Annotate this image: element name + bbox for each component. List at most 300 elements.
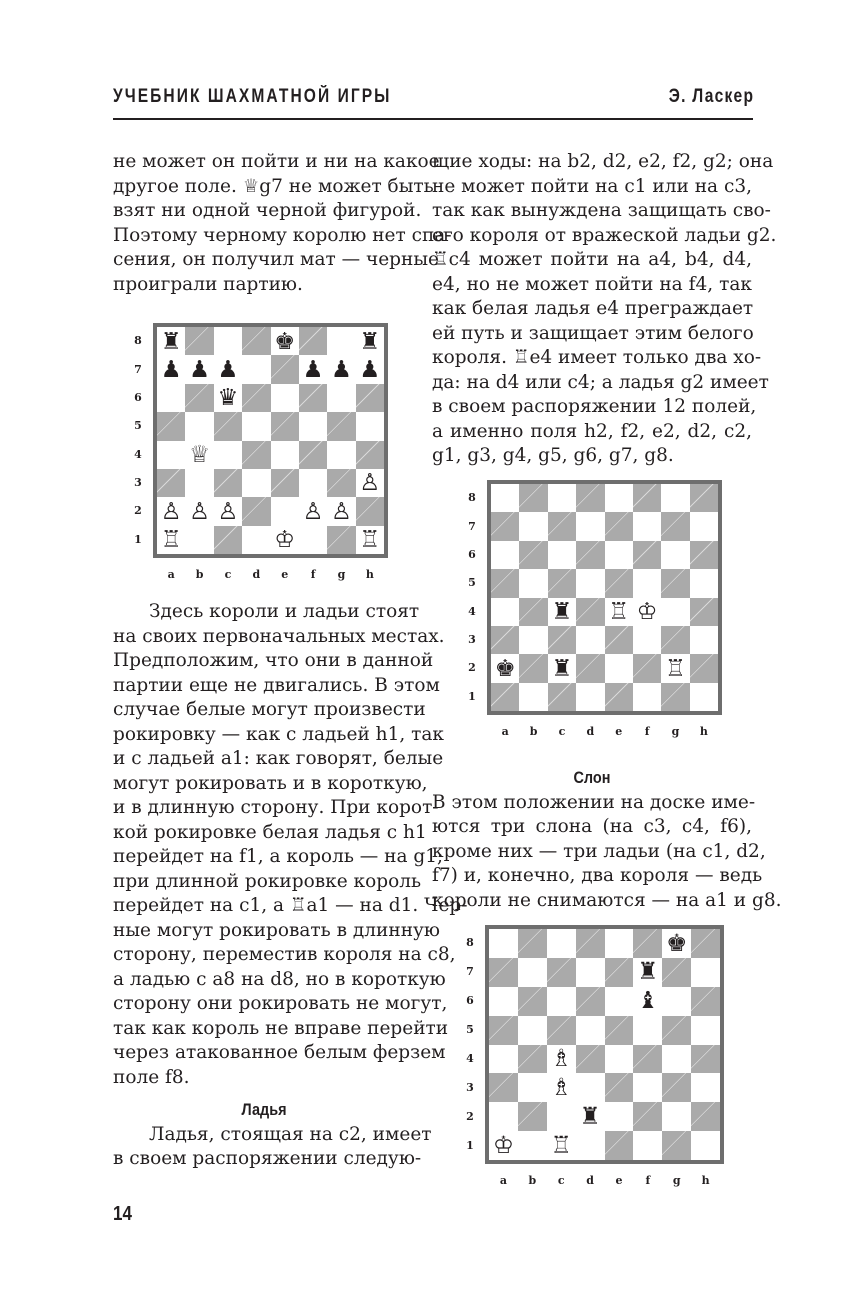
piece-e1: ♔: [271, 526, 299, 554]
file-label: e: [281, 568, 289, 581]
square-g1: [661, 683, 689, 711]
square-c7: [547, 958, 576, 987]
running-header-title: УЧЕБНИК ШАХМАТНОЙ ИГРЫ: [113, 86, 392, 107]
file-label: g: [672, 1174, 681, 1187]
file-label: c: [224, 568, 232, 581]
rank-label: 3: [134, 476, 142, 490]
text-line: так как король не вправе перейти: [113, 1017, 449, 1039]
square-f8: [633, 484, 661, 512]
square-d8: [576, 484, 604, 512]
square-f1: [299, 526, 327, 554]
square-c2: [547, 1102, 576, 1131]
piece-f7: ♜: [633, 958, 662, 987]
square-e4: [605, 1045, 634, 1074]
square-a5: [157, 412, 185, 440]
header-rule: [113, 118, 753, 120]
rank-label: 6: [466, 994, 474, 1008]
square-c5: [214, 412, 242, 440]
piece-h1: ♖: [356, 526, 384, 554]
file-label: f: [645, 1174, 651, 1187]
square-b4: [518, 1045, 547, 1074]
rank-label: 8: [468, 491, 476, 505]
square-d8: [576, 929, 605, 958]
square-a3: [491, 626, 519, 654]
square-a3: [157, 469, 185, 497]
piece-h8: ♜: [356, 327, 384, 355]
rank-label: 4: [468, 604, 476, 618]
square-a4: [157, 441, 185, 469]
square-a6: [489, 987, 518, 1016]
text-line: и с ладьей a1: как говорят, белые: [113, 748, 444, 769]
square-d2: [242, 497, 270, 525]
square-f1: [633, 683, 661, 711]
square-c8: [548, 484, 576, 512]
square-g7: [661, 512, 689, 540]
square-a5: [489, 1016, 518, 1045]
square-e3: [605, 626, 633, 654]
square-e1: [605, 1131, 634, 1160]
left-paragraph-2: [113, 600, 468, 1090]
text-line: короля. ♖e4 имеет только два хо-: [432, 347, 762, 368]
square-d4: [576, 598, 604, 626]
square-c4: [214, 441, 242, 469]
square-d5: [576, 569, 604, 597]
piece-h7: ♟: [356, 355, 384, 383]
text-line: а ладью с a8 на d8, но в короткую: [113, 968, 446, 990]
square-d6: [242, 384, 270, 412]
square-e6: [605, 987, 634, 1016]
file-label: b: [528, 1174, 537, 1187]
square-b3: [519, 626, 547, 654]
square-d3: [576, 1073, 605, 1102]
text-line: сторону, переместив короля на c8,: [113, 944, 456, 965]
square-h6: [690, 541, 718, 569]
piece-c6: ♛: [214, 384, 242, 412]
square-d4: [242, 441, 270, 469]
square-f5: [633, 569, 661, 597]
square-g5: [327, 412, 355, 440]
rank-label: 2: [468, 661, 476, 675]
rank-label: 5: [134, 419, 142, 433]
text-line: случае белые могут произвести: [113, 699, 426, 720]
square-e8: [605, 484, 633, 512]
square-d7: [576, 958, 605, 987]
text-line: в своем распоряжении 12 полей,: [432, 396, 757, 417]
text-line: перейдет на f1, а король — на g1;: [113, 846, 444, 867]
file-label: h: [701, 1174, 710, 1187]
square-g5: [661, 569, 689, 597]
text-line: сторону они рокировать не могут,: [113, 993, 448, 1014]
text-line: взят ни одной черной фигурой.: [113, 200, 422, 221]
square-b1: [519, 683, 547, 711]
text-line: партии еще не двигались. В этом: [113, 674, 440, 696]
square-b5: [519, 569, 547, 597]
file-label: d: [586, 1174, 594, 1187]
square-a2: [489, 1102, 518, 1131]
piece-g8: ♚: [662, 929, 691, 958]
square-c1: [214, 526, 242, 554]
square-f6: [299, 384, 327, 412]
text-line: через атакованное белым ферзем: [113, 1042, 446, 1063]
square-d7: [576, 512, 604, 540]
square-c6: [547, 987, 576, 1016]
square-d2: [576, 654, 604, 682]
chess-diagram-2: [465, 480, 722, 743]
square-e2: [605, 1102, 634, 1131]
square-b5: [185, 412, 213, 440]
square-h4: [356, 441, 384, 469]
piece-e8: ♚: [271, 327, 299, 355]
text-line: другое поле. ♕g7 не может быть: [113, 175, 434, 197]
square-c5: [548, 569, 576, 597]
square-h5: [691, 1016, 720, 1045]
piece-c3: ♗: [547, 1073, 576, 1102]
square-c6: [548, 541, 576, 569]
left-paragraph-1: [113, 150, 452, 297]
square-f3: [633, 1073, 662, 1102]
piece-g7: ♟: [327, 355, 355, 383]
square-g3: [662, 1073, 691, 1102]
square-f5: [633, 1016, 662, 1045]
file-label: d: [586, 725, 595, 738]
square-b8: [519, 484, 547, 512]
square-b1: [518, 1131, 547, 1160]
square-f3: [633, 626, 661, 654]
piece-c2: ♜: [548, 654, 576, 682]
piece-b7: ♟: [185, 355, 213, 383]
piece-f7: ♟: [299, 355, 327, 383]
text-line: В этом положении на доске име-: [432, 791, 756, 813]
file-label: e: [615, 725, 623, 738]
square-h2: [356, 497, 384, 525]
square-g8: [661, 484, 689, 512]
square-g1: [327, 526, 355, 554]
square-h3: [690, 626, 718, 654]
square-h2: [691, 1102, 720, 1131]
square-d5: [242, 412, 270, 440]
square-h4: [690, 598, 718, 626]
right-paragraph-1: [432, 150, 777, 469]
rank-label: 3: [468, 633, 476, 647]
square-g6: [327, 384, 355, 412]
square-a8: [491, 484, 519, 512]
text-line: в своем распоряжении следую-: [113, 1148, 422, 1169]
square-e4: [271, 441, 299, 469]
piece-c1: ♖: [547, 1131, 576, 1160]
file-label: a: [167, 568, 175, 581]
square-g1: [662, 1131, 691, 1160]
rank-label: 1: [466, 1138, 474, 1152]
file-label: a: [499, 1174, 507, 1187]
text-line: Предположим, что они в данной: [113, 650, 434, 671]
square-c7: [548, 512, 576, 540]
square-c5: [547, 1016, 576, 1045]
square-h5: [356, 412, 384, 440]
square-b8: [518, 929, 547, 958]
file-label: c: [557, 1174, 565, 1187]
square-f2: [633, 1102, 662, 1131]
square-f4: [299, 441, 327, 469]
square-b4: [519, 598, 547, 626]
chess-diagram-3: [463, 925, 724, 1192]
square-a4: [491, 598, 519, 626]
square-c3: [548, 626, 576, 654]
square-e8: [605, 929, 634, 958]
piece-f4: ♔: [633, 598, 661, 626]
square-c8: [547, 929, 576, 958]
text-line: да: на d4 или c4; а ладья g2 имеет: [432, 371, 769, 393]
text-line: как белая ладья e4 преграждает: [432, 298, 754, 319]
text-line: кроме них — три ладьи (на c1, d2,: [432, 840, 766, 862]
text-line: его короля от вражеской ладьи g2.: [432, 224, 777, 246]
rank-label: 7: [468, 519, 476, 533]
rank-label: 6: [468, 547, 476, 561]
text-line: а именно поля h2, f2, e2, d2, c2,: [432, 420, 752, 442]
file-label: f: [310, 568, 316, 581]
file-label: a: [501, 725, 509, 738]
section-heading-rook: Ладья: [241, 1100, 287, 1119]
file-label: b: [529, 725, 538, 738]
text-line: Здесь короли и ладьи стоят: [149, 601, 420, 622]
square-a6: [491, 541, 519, 569]
square-e2: [605, 654, 633, 682]
left-paragraph-3: [113, 1123, 432, 1172]
chess-diagram-1: [131, 323, 388, 586]
text-line: могут рокировать и в короткую,: [113, 772, 428, 794]
piece-b2: ♙: [185, 497, 213, 525]
square-b2: [518, 1102, 547, 1131]
piece-a1: ♖: [157, 526, 185, 554]
rank-label: 3: [466, 1080, 474, 1094]
rank-label: 6: [134, 390, 142, 404]
text-line: и в длинную сторону. При корот-: [113, 797, 439, 818]
rank-label: 2: [134, 504, 142, 518]
text-line: кой рокировке белая ладья с h1: [113, 821, 427, 843]
square-h6: [356, 384, 384, 412]
text-line: ей путь и защищает этим белого: [432, 322, 754, 344]
file-label: c: [558, 725, 566, 738]
square-b7: [519, 512, 547, 540]
square-d3: [242, 469, 270, 497]
square-d1: [576, 683, 604, 711]
text-line: поле f8.: [113, 1066, 190, 1088]
piece-a1: ♔: [489, 1131, 518, 1160]
square-g6: [662, 987, 691, 1016]
square-f7: [633, 512, 661, 540]
square-g2: [662, 1102, 691, 1131]
piece-c4: ♜: [548, 598, 576, 626]
square-b8: [185, 327, 213, 355]
square-f2: [633, 654, 661, 682]
text-line: Ладья, стоящая на c2, имеет: [149, 1123, 432, 1145]
square-f3: [299, 469, 327, 497]
square-e7: [271, 355, 299, 383]
square-b3: [518, 1073, 547, 1102]
square-b3: [185, 469, 213, 497]
piece-f6: ♝: [633, 987, 662, 1016]
square-e5: [605, 1016, 634, 1045]
text-line: на своих первоначальных местах.: [113, 625, 445, 647]
square-d4: [576, 1045, 605, 1074]
file-label: b: [195, 568, 204, 581]
square-e1: [605, 683, 633, 711]
square-e5: [271, 412, 299, 440]
rank-label: 5: [466, 1023, 474, 1037]
square-f5: [299, 412, 327, 440]
piece-b4: ♕: [185, 441, 213, 469]
piece-c4: ♗: [547, 1045, 576, 1074]
piece-a7: ♟: [157, 355, 185, 383]
text-line: так как вынуждена защищать сво-: [432, 200, 771, 221]
square-f8: [299, 327, 327, 355]
running-header-author: Э. Ласкер: [668, 86, 754, 107]
square-a7: [489, 958, 518, 987]
square-d6: [576, 987, 605, 1016]
square-b6: [519, 541, 547, 569]
rank-label: 8: [134, 334, 142, 348]
square-f6: [633, 541, 661, 569]
square-d1: [242, 526, 270, 554]
rank-label: 5: [468, 576, 476, 590]
square-c3: [214, 469, 242, 497]
square-g3: [327, 469, 355, 497]
square-b6: [518, 987, 547, 1016]
text-line: перейдет на c1, а ♖a1 — на d1. Чер-: [113, 895, 468, 916]
piece-a2: ♙: [157, 497, 185, 525]
text-line: e4, но не может пойти на f4, так: [432, 273, 752, 295]
square-a4: [489, 1045, 518, 1074]
text-line: не может пойти на c1 или на c3,: [432, 175, 752, 197]
square-a5: [491, 569, 519, 597]
square-e7: [605, 512, 633, 540]
square-g3: [661, 626, 689, 654]
text-line: сения, он получил мат — черные: [113, 249, 439, 270]
square-g6: [661, 541, 689, 569]
rank-label: 2: [466, 1109, 474, 1123]
square-g4: [661, 598, 689, 626]
text-line: ♖c4 может пойти на a4, b4, d4,: [432, 249, 752, 270]
square-b5: [518, 1016, 547, 1045]
square-h7: [690, 512, 718, 540]
file-label: g: [337, 568, 346, 581]
section-heading-bishop: Слон: [573, 768, 611, 787]
left-section: [113, 1098, 432, 1172]
text-line: ные могут рокировать в длинную: [113, 919, 441, 941]
right-paragraph-2: [432, 791, 782, 914]
piece-c7: ♟: [214, 355, 242, 383]
square-h4: [691, 1045, 720, 1074]
square-d5: [576, 1016, 605, 1045]
rank-label: 1: [468, 689, 476, 703]
piece-c2: ♙: [214, 497, 242, 525]
page-number: 14: [113, 1203, 132, 1225]
square-g8: [327, 327, 355, 355]
piece-g2: ♙: [327, 497, 355, 525]
square-e6: [271, 384, 299, 412]
rank-label: 7: [466, 965, 474, 979]
rank-label: 4: [466, 1051, 474, 1065]
square-h1: [690, 683, 718, 711]
rank-label: 4: [134, 447, 142, 461]
square-a3: [489, 1073, 518, 1102]
square-a7: [491, 512, 519, 540]
square-f8: [633, 929, 662, 958]
square-d1: [576, 1131, 605, 1160]
square-e3: [271, 469, 299, 497]
square-d8: [242, 327, 270, 355]
text-line: рокировку — как с ладьей h1, так: [113, 723, 444, 745]
square-d6: [576, 541, 604, 569]
rank-label: 1: [134, 532, 142, 546]
square-g7: [662, 958, 691, 987]
piece-h3: ♙: [356, 469, 384, 497]
rank-label: 8: [466, 936, 474, 950]
rank-label: 7: [134, 362, 142, 376]
square-h1: [691, 1131, 720, 1160]
right-section: [432, 766, 782, 913]
file-label: h: [365, 568, 374, 581]
square-a6: [157, 384, 185, 412]
square-h6: [691, 987, 720, 1016]
square-b1: [185, 526, 213, 554]
square-b6: [185, 384, 213, 412]
piece-a8: ♜: [157, 327, 185, 355]
piece-e4: ♖: [605, 598, 633, 626]
file-label: d: [252, 568, 261, 581]
text-line: проиграли партию.: [113, 273, 303, 295]
square-h7: [691, 958, 720, 987]
text-line: при длинной рокировке король: [113, 870, 422, 892]
text-line: Поэтому черному королю нет спа-: [113, 224, 452, 246]
text-line: g1, g3, g4, g5, g6, g7, g8.: [432, 445, 674, 466]
square-f1: [633, 1131, 662, 1160]
square-c1: [548, 683, 576, 711]
piece-f2: ♙: [299, 497, 327, 525]
square-e5: [605, 569, 633, 597]
square-g4: [662, 1045, 691, 1074]
piece-d2: ♜: [576, 1102, 605, 1131]
text-line: f7) и, конечно, два короля — ведь: [432, 865, 763, 886]
square-c8: [214, 327, 242, 355]
square-e7: [605, 958, 634, 987]
square-e6: [605, 541, 633, 569]
file-label: h: [699, 725, 708, 738]
text-line: щие ходы: на b2, d2, e2, f2, g2; она: [432, 151, 774, 172]
text-line: не может он пойти и ни на какое: [113, 151, 440, 172]
square-e2: [271, 497, 299, 525]
file-label: g: [671, 725, 680, 738]
square-b7: [518, 958, 547, 987]
square-e3: [605, 1073, 634, 1102]
square-a8: [489, 929, 518, 958]
square-h3: [691, 1073, 720, 1102]
square-g5: [662, 1016, 691, 1045]
square-b2: [519, 654, 547, 682]
piece-g2: ♖: [661, 654, 689, 682]
square-g4: [327, 441, 355, 469]
square-f4: [633, 1045, 662, 1074]
square-h2: [690, 654, 718, 682]
text-line: короли не снимаются — на a1 и g8.: [432, 889, 782, 911]
file-label: f: [644, 725, 650, 738]
text-line: ются три слона (на c3, c4, f6),: [432, 816, 752, 837]
square-h8: [690, 484, 718, 512]
square-h5: [690, 569, 718, 597]
square-d7: [242, 355, 270, 383]
square-h8: [691, 929, 720, 958]
square-a1: [491, 683, 519, 711]
piece-a2: ♚: [491, 654, 519, 682]
